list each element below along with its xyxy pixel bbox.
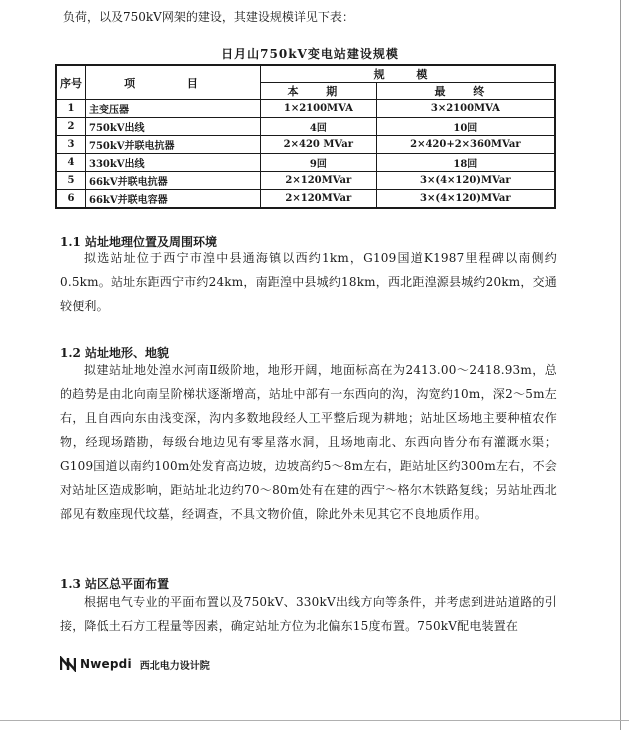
- section-body-layout: 根据电气专业的平面布置以及750kV、330kV出线方向等条件，并考虑到进站道路的引接，降低土石方工程量等因素，确定站址方位为北偏东15度布置。750kV配电装置在: [60, 595, 557, 633]
- section-heading-layout: 1.3 站区总平面布置: [60, 577, 170, 591]
- intro-line: 负荷，以及750kV网架的建设，其建设规模详见下表：: [63, 10, 354, 24]
- row-final: 3×(4×120)MVar: [376, 172, 555, 190]
- table-row: [56, 100, 555, 118]
- row-final: 10回: [376, 118, 555, 136]
- row-current: 9回: [261, 154, 377, 172]
- header-final: 最 终: [376, 83, 555, 100]
- row-current: 2×120MVar: [261, 190, 377, 209]
- section-body-location: 拟选站址位于西宁市湟中县通海镇以西约1km，G109国道K1987里程碑以南侧约0.5km。站址东距西宁市约24km，南距湟中县城约18km，西北距湟源县城约20km，交通较便利。: [60, 251, 557, 313]
- row-item: 主变压器: [86, 100, 261, 118]
- section-heading-location: 1.1 站址地理位置及周围环境: [60, 235, 218, 249]
- org-name: 西北电力设计院: [139, 660, 210, 672]
- row-final: 3×2100MVA: [376, 100, 555, 118]
- footer-brand: [60, 654, 210, 674]
- section-body-terrain: 拟建站址地处湟水河南Ⅱ级阶地，地形开阔，地面标高在为2413.00～2418.93m，总的趋势是由北向南呈阶梯状逐渐增高，站址中部有一东西向的沟，沟宽约10m，深2～5m左右，且自西向东由浅变深，沟内多数地段经人工平整后现为耕地；站址区场地主要种植农作物，经现场踏勘，每级台地边见有零星落水洞，且场地南北、东西向皆分布有灌溉水渠；G109国道以南约100m处发育高边坡，边坡高约5～8m左右，距站址区约300m左右，不会对站址区造成影响，距站址北边约70～80m处有在建的西宁～格尔木铁路复线；另站址西北部见有数座现代坟墓，经调查，不具文物价值，除此外未见其它不良地质作用。: [60, 363, 557, 521]
- table-row: [56, 136, 555, 154]
- page-bottom-edge: [0, 720, 629, 721]
- row-final: 3×(4×120)MVar: [376, 190, 555, 209]
- row-no: 5: [56, 172, 86, 190]
- table-header-row: [56, 65, 555, 83]
- row-item: 330kV出线: [86, 154, 261, 172]
- row-current: 4回: [261, 118, 377, 136]
- row-current: 2×120MVar: [261, 172, 377, 190]
- header-item: 项 目: [86, 65, 261, 100]
- row-no: 4: [56, 154, 86, 172]
- construction-scale-table: [55, 64, 556, 209]
- row-item: 66kV并联电抗器: [86, 172, 261, 190]
- row-no: 3: [56, 136, 86, 154]
- row-no: 1: [56, 100, 86, 118]
- table-row: [56, 154, 555, 172]
- row-no: 2: [56, 118, 86, 136]
- table-row: [56, 190, 555, 209]
- nwepdi-logo-icon: [60, 656, 76, 672]
- header-scale: 规 模: [261, 65, 556, 83]
- row-current: 2×420 MVar: [261, 136, 377, 154]
- header-current: 本 期: [261, 83, 377, 100]
- row-no: 6: [56, 190, 86, 209]
- row-item: 750kV并联电抗器: [86, 136, 261, 154]
- page-right-edge: [620, 0, 621, 730]
- row-final: 2×420+2×360MVar: [376, 136, 555, 154]
- brand-name: Nwepdi: [80, 657, 132, 671]
- table-row: [56, 118, 555, 136]
- header-no: 序号: [56, 65, 86, 100]
- row-current: 1×2100MVA: [261, 100, 377, 118]
- row-item: 750kV出线: [86, 118, 261, 136]
- row-item: 66kV并联电容器: [86, 190, 261, 209]
- section-heading-terrain: 1.2 站址地形、地貌: [60, 346, 170, 360]
- table-row: [56, 172, 555, 190]
- row-final: 18回: [376, 154, 555, 172]
- table-caption: 日月山750kV变电站建设规模: [221, 47, 399, 61]
